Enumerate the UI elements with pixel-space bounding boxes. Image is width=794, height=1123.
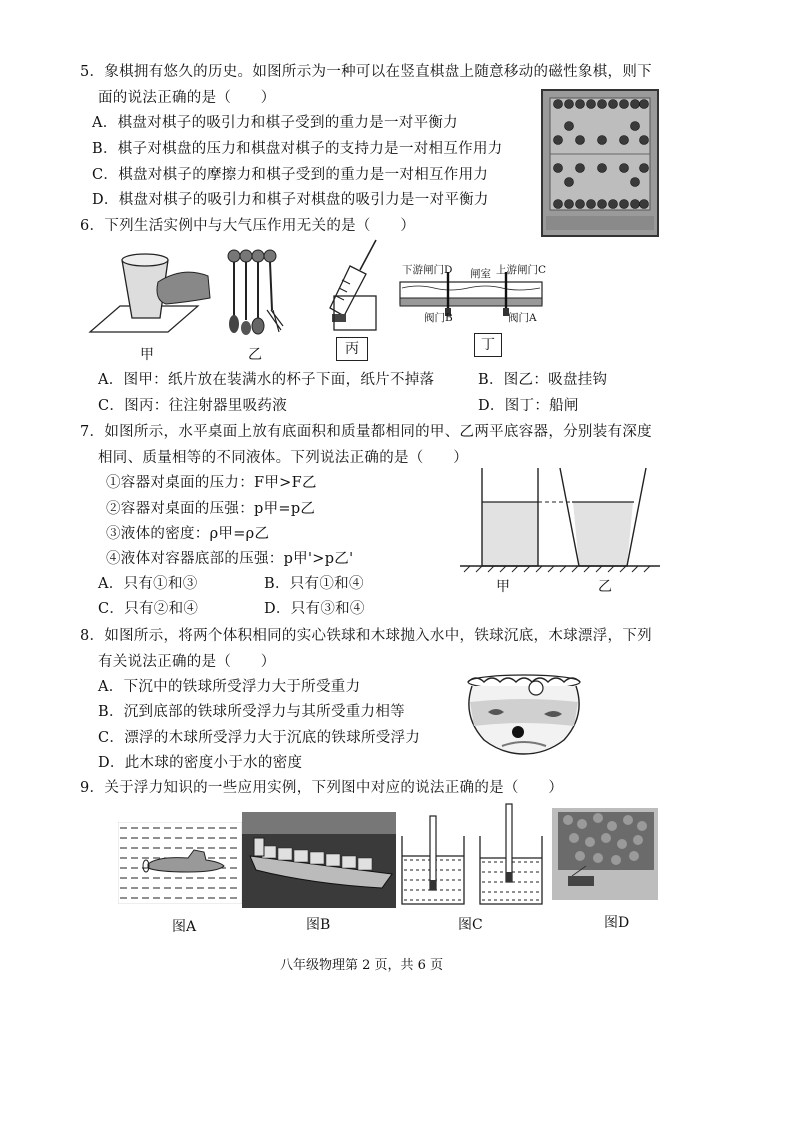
q7-stem-line1: 7．如图所示，水平桌面上放有底面积和质量都相同的甲、乙两平底容器，分别装有深度	[80, 424, 652, 440]
q6-option-d: D．图丁：船闸	[478, 398, 579, 414]
q5-stem-line2: 面的说法正确的是（ ）	[98, 90, 276, 106]
q6-lock-valve-b: 阀门B	[424, 312, 453, 324]
q9-figure-c-beakers	[398, 800, 548, 908]
q6-figure-jia-cup	[88, 246, 213, 338]
q7-option-a: A．只有①和③	[98, 576, 198, 592]
q6-option-b: B．图乙：吸盘挂钩	[478, 372, 608, 388]
q6-label-jia: 甲	[140, 347, 154, 363]
q9-label-c: 图C	[458, 917, 483, 933]
q7-statement-4: ④液体对容器底部的压强：p甲'>p乙'	[106, 551, 354, 567]
q5-stem-line1: 5．象棋拥有悠久的历史。如图所示为一种可以在竖直棋盘上随意移动的磁性象棋，则下	[80, 64, 652, 80]
q9-label-b: 图B	[306, 917, 331, 933]
q6-figure-yi-hooks	[225, 248, 287, 338]
q6-label-yi: 乙	[248, 347, 262, 363]
q9-stem: 9．关于浮力知识的一些应用实例，下列图中对应的说法正确的是（ ）	[80, 780, 564, 796]
q6-lock-gate-d: 下游闸门D	[402, 264, 453, 276]
q5-option-a: A．棋盘对棋子的吸引力和棋子受到的重力是一对平衡力	[92, 115, 458, 131]
q6-label-ding: 丁	[474, 333, 502, 357]
q7-option-c: C．只有②和④	[98, 601, 199, 617]
q8-option-d: D．此木球的密度小于水的密度	[98, 755, 303, 771]
q9-figure-b-cargo-ship	[242, 812, 396, 908]
q8-fishbowl-figure	[462, 656, 586, 756]
q8-option-a: A．下沉中的铁球所受浮力大于所受重力	[98, 679, 361, 695]
q7-statement-1: ①容器对桌面的压力：F甲>F乙	[106, 475, 317, 491]
q6-label-bing: 丙	[336, 337, 368, 361]
q7-containers-figure	[460, 466, 660, 574]
q6-stem: 6．下列生活实例中与大气压作用无关的是（ ）	[80, 218, 416, 234]
q9-label-a: 图A	[172, 919, 197, 935]
q8-option-b: B．沉到底部的铁球所受浮力与其所受重力相等	[98, 704, 405, 720]
page-footer: 八年级物理第 2 页，共 6 页	[280, 958, 444, 973]
q5-chessboard-figure	[540, 88, 660, 238]
q5-option-c: C．棋盘对棋子的摩擦力和棋子受到的重力是一对相互作用力	[92, 167, 489, 183]
q6-figure-bing-syringe	[328, 236, 380, 332]
q5-option-d: D．棋盘对棋子的吸引力和棋子对棋盘的吸引力是一对平衡力	[92, 192, 489, 208]
q9-figure-a-submarine	[118, 822, 242, 904]
q7-stem-line2: 相同、质量相等的不同液体。下列说法正确的是（ ）	[98, 450, 468, 466]
q6-lock-chamber: 闸室	[470, 268, 491, 280]
q9-label-d: 图D	[604, 915, 630, 931]
q7-option-d: D．只有③和④	[264, 601, 365, 617]
q5-option-b: B．棋子对棋盘的压力和棋盘对棋子的支持力是一对相互作用力	[92, 141, 503, 157]
q7-option-b: B．只有①和④	[264, 576, 364, 592]
q6-lock-valve-a: 阀门A	[508, 312, 537, 324]
q7-statement-2: ②容器对桌面的压强：p甲=p乙	[106, 501, 316, 517]
q6-option-a: A．图甲：纸片放在装满水的杯子下面，纸片不掉落	[98, 372, 435, 388]
q6-option-c: C．图丙：往注射器里吸药液	[98, 398, 287, 414]
q8-stem-line1: 8．如图所示，将两个体积相同的实心铁球和木球抛入水中，铁球沉底，木球漂浮，下列	[80, 628, 652, 644]
q6-lock-gate-c: 上游闸门C	[496, 264, 547, 276]
q8-option-c: C．漂浮的木球所受浮力大于沉底的铁球所受浮力	[98, 730, 421, 746]
q8-stem-line2: 有关说法正确的是（ ）	[98, 654, 276, 670]
q9-figure-d-balloons	[552, 808, 658, 900]
q7-label-jia: 甲	[496, 579, 510, 595]
q7-statement-3: ③液体的密度：ρ甲=ρ乙	[106, 526, 270, 542]
q7-label-yi: 乙	[598, 579, 612, 595]
